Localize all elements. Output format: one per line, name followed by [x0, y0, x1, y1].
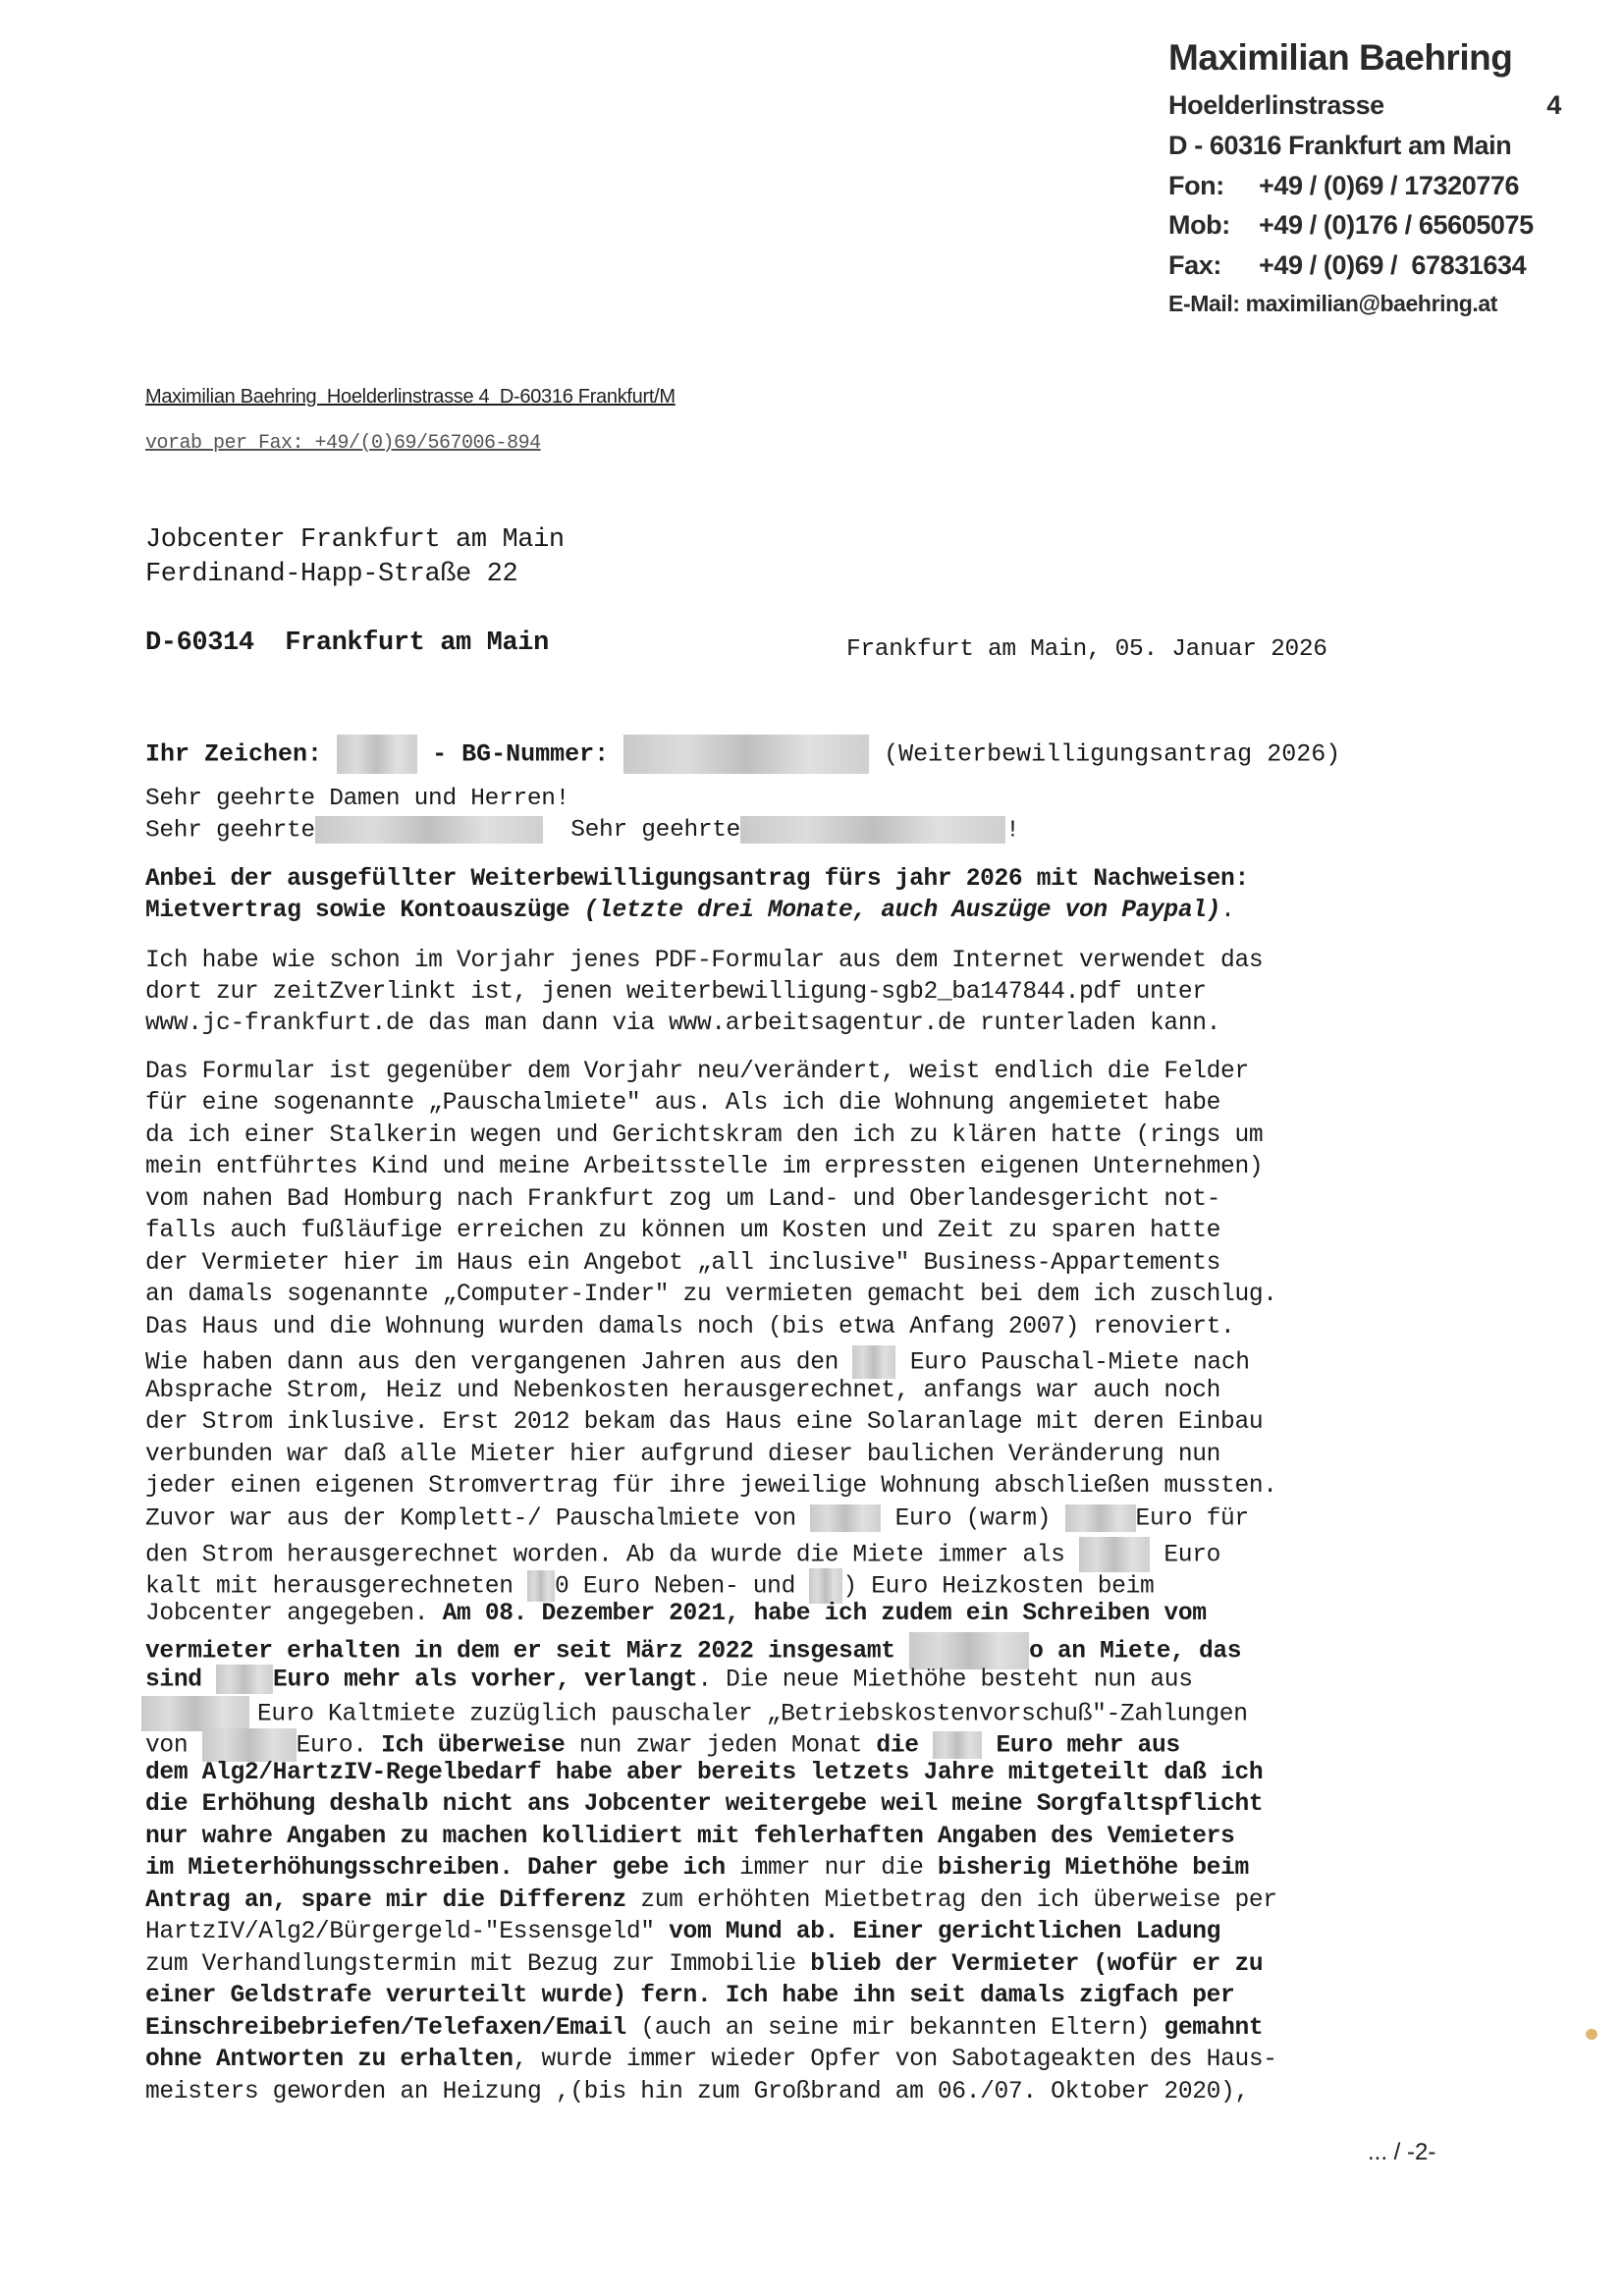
phone-number: +49 / (0)69 / 17320776: [1259, 171, 1520, 200]
salutation-2a: Sehr geehrte: [145, 817, 315, 845]
p2-line-05: vom nahen Bad Homburg nach Frankfurt zog um Land- und Oberlandesgericht not-: [145, 1186, 1221, 1213]
p2-line-07: der Vermieter hier im Haus ein Angebot „all inclusive" Business-Appartements: [145, 1250, 1221, 1277]
p2-line-04: mein entführtes Kind und meine Arbeitsstelle im erpressten eigenen Unternehmen): [145, 1154, 1264, 1180]
page-continuation-marker: ... / -2-: [1368, 2139, 1436, 2165]
p2-line-28: [145, 1919, 1220, 1945]
p2-32b: , wurde immer wieder Opfer von Sabotageakten des Haus-: [513, 2047, 1277, 2073]
redacted-bg-nummer: [623, 735, 869, 774]
p1-line-3: www.jc-frankfurt.de das man dann via www.arbeitsagentur.de runterladen kann.: [145, 1011, 1221, 1037]
redacted-name-2: [740, 816, 1005, 844]
p2-27a: Antrag an, spare mir die Differenz: [145, 1887, 626, 1914]
p2-17b: 0 Euro Neben- und: [555, 1573, 810, 1601]
intro-2a: Mietvertrag sowie Kontoauszüge: [145, 898, 584, 924]
intro-line-1: Anbei der ausgefüllter Weiterbewilligungsantrag fürs jahr 2026 mit Nachweisen:: [145, 866, 1249, 893]
intro-2c: .: [1220, 898, 1235, 924]
p2-27b: zum erhöhten Mietbetrag den ich überweise per: [625, 1887, 1277, 1914]
p2-18b: Am 08. Dezember 2021, habe ich zudem ein Schreiben vom: [442, 1601, 1207, 1627]
recipient-line-3: D-60314 Frankfurt am Main: [145, 629, 549, 658]
letterhead-mobile: [1168, 210, 1561, 241]
p2-22a: von: [145, 1732, 202, 1760]
letterhead-street: [1168, 90, 1561, 121]
p2-line-26: [145, 1855, 1249, 1882]
p2-21: Euro Kaltmiete zuzüglich pauschaler „Betriebskostenvorschuß"-Zahlungen: [257, 1701, 1248, 1728]
p2-line-30: einer Geldstrafe verurteilt wurde) fern. Ich habe ihn seit damals zigfach per: [145, 1983, 1235, 2009]
p2-line-32: [145, 2047, 1277, 2073]
fax-label: Fax:: [1168, 250, 1221, 280]
p2-line-14: jeder einen eigenen Stromvertrag für ihre jeweilige Wohnung abschließen mussten.: [145, 1473, 1277, 1500]
ihr-zeichen-label: Ihr Zeichen:: [145, 739, 323, 769]
p2-line-09: Das Haus und die Wohnung wurden damals noch (bis etwa Anfang 2007) renoviert.: [145, 1314, 1235, 1340]
p2-20b: Euro mehr als vorher, verlangt: [273, 1667, 698, 1694]
intro-2b: (letzte drei Monate, auch Auszüge von Paypal): [583, 898, 1221, 924]
salutation-2c: !: [1005, 817, 1020, 845]
p2-10b: Euro Pauschal-Miete nach: [895, 1349, 1250, 1377]
mobile-label: Mob:: [1168, 210, 1230, 240]
p2-line-29: [145, 1951, 1263, 1978]
p2-10a: Wie haben dann aus den vergangenen Jahren aus den: [145, 1349, 853, 1377]
p2-22f: Euro mehr aus: [982, 1732, 1180, 1760]
p2-line-13: verbunden war daß alle Mieter hier aufgrund dieser baulichen Veränderung nun: [145, 1442, 1221, 1468]
redacted-amount: [216, 1665, 273, 1694]
redacted-amount: [852, 1345, 895, 1379]
redacted-amount: [933, 1731, 982, 1759]
p2-line-10: [145, 1345, 1250, 1379]
redacted-amount: [1065, 1504, 1136, 1532]
p2-line-18: [145, 1601, 1207, 1627]
letterhead-phone: [1168, 171, 1561, 201]
p2-29b: blieb der Vermieter (wofür er zu: [810, 1951, 1264, 1978]
letterhead-city: D - 60316 Frankfurt am Main: [1168, 131, 1512, 160]
letterhead-name: Maximilian Baehring: [1168, 37, 1513, 78]
p2-28a: HartzIV/Alg2/Bürgergeld-"Essensgeld": [145, 1919, 670, 1945]
p2-line-06: falls auch fußläufige erreichen zu können um Kosten und Zeit zu sparen hatte: [145, 1218, 1221, 1244]
date-line: Frankfurt am Main, 05. Januar 2026: [846, 636, 1327, 663]
redacted-amount: [1079, 1537, 1150, 1572]
mobile-number: +49 / (0)176 / 65605075: [1259, 210, 1534, 240]
redacted-ihr-zeichen: [337, 735, 417, 774]
p2-15a: Zuvor war aus der Komplett-/ Pauschalmiete von: [145, 1505, 811, 1533]
letterhead-street-name: Hoelderlinstrasse: [1168, 90, 1384, 120]
p2-line-21: [145, 1696, 1248, 1731]
p2-line-31: [145, 2015, 1263, 2042]
p2-line-01: Das Formular ist gegenüber dem Vorjahr neu/verändert, weist endlich die Felder: [145, 1059, 1249, 1085]
p2-22e: die: [876, 1732, 934, 1760]
p2-19b: o an Miete, das: [1029, 1638, 1242, 1666]
p2-15c: Euro für: [1135, 1505, 1249, 1533]
recipient-line-1: Jobcenter Frankfurt am Main: [145, 525, 565, 555]
p1-line-2: dort zur zeitZverlinkt ist, jenen weiterbewilligung-sgb2_ba147844.pdf unter: [145, 979, 1207, 1006]
sender-return-line: Maximilian Baehring Hoelderlinstrasse 4 D-60316 Frankfurt/M: [145, 386, 676, 408]
redacted-amount: [141, 1696, 249, 1731]
letterhead-fax: [1168, 250, 1561, 281]
p2-line-25: nur wahre Angaben zu machen kollidiert mit fehlerhaften Angaben des Vemieters: [145, 1824, 1235, 1850]
p2-line-17: [145, 1568, 1154, 1604]
p2-line-33: meisters geworden an Heizung ,(bis hin zum Großbrand am 06./07. Oktober 2020),: [145, 2079, 1249, 2105]
p2-32a: ohne Antworten zu erhalten: [145, 2047, 514, 2073]
fax-number: +49 / (0)69 / 67831634: [1259, 250, 1527, 280]
p2-line-20: [145, 1665, 1193, 1694]
p2-22c: Ich überweise: [381, 1732, 566, 1760]
p2-line-02: für eine sogenannte „Pauschalmiete" aus. Als ich die Wohnung angemietet habe: [145, 1090, 1221, 1117]
p2-line-23: dem Alg2/HartzIV-Regelbedarf habe aber bereits letzets Jahre mitgeteilt daß ich: [145, 1760, 1264, 1786]
p2-line-22: [145, 1728, 1180, 1762]
p2-29a: zum Verhandlungstermin mit Bezug zur Immobilie: [145, 1951, 811, 1978]
p2-31c: gemahnt: [1163, 2015, 1264, 2042]
scan-stain: [1586, 2029, 1597, 2040]
p2-line-15: [145, 1504, 1249, 1533]
salutation-line-1: Sehr geehrte Damen und Herren!: [145, 786, 570, 812]
p2-line-12: der Strom inklusive. Erst 2012 bekam das Haus eine Solaranlage mit deren Einbau: [145, 1409, 1264, 1436]
p2-line-08: an damals sogenannte „Computer-Inder" zu vermieten gemacht bei dem ich zuschlug.: [145, 1282, 1277, 1308]
redacted-amount: [809, 1568, 842, 1604]
p2-31b: (auch an seine mir bekannten Eltern): [625, 2015, 1164, 2042]
phone-label: Fon:: [1168, 171, 1224, 200]
p2-line-24: die Erhöhung deshalb nicht ans Jobcenter weitergebe weil meine Sorgfaltspflicht: [145, 1791, 1264, 1818]
p2-line-11: Absprache Strom, Heiz und Nebenkosten herausgerechnet, anfangs war auch noch: [145, 1378, 1221, 1404]
p2-20a: sind: [145, 1667, 217, 1694]
bg-nummer-label: - BG-Nummer:: [432, 739, 610, 769]
vorab-fax-line: vorab per Fax: +49/(0)69/567006-894: [145, 432, 541, 455]
redacted-amount: [810, 1504, 881, 1532]
salutation-2b: Sehr geehrte: [570, 817, 741, 845]
p2-26a: im Mieterhöhungsschreiben. Daher gebe ich: [145, 1855, 726, 1882]
p2-18a: Jobcenter angegeben.: [145, 1601, 443, 1627]
redacted-name-1: [315, 816, 543, 844]
subject: (Weiterbewilligungsantrag 2026): [884, 739, 1341, 769]
p2-19a: vermieter erhalten in dem er seit März 2022 insgesamt: [145, 1638, 910, 1666]
p1-line-1: Ich habe wie schon im Vorjahr jenes PDF-Formular aus dem Internet verwendet das: [145, 948, 1264, 974]
p2-26c: bisherig Miethöhe beim: [937, 1855, 1249, 1882]
p2-26b: immer nur die: [725, 1855, 938, 1882]
p2-16a: den Strom herausgerechnet worden. Ab da wurde die Miete immer als: [145, 1542, 1079, 1569]
recipient-line-2: Ferdinand-Happ-Straße 22: [145, 560, 518, 589]
p2-31a: Einschreibebriefen/Telefaxen/Email: [145, 2015, 626, 2042]
reference-line: [145, 735, 1340, 774]
letterhead-email: E-Mail: maximilian@baehring.at: [1168, 291, 1498, 316]
salutation-line-2: [145, 816, 1020, 844]
p2-22d: nun zwar jeden Monat: [565, 1732, 877, 1760]
p2-line-03: da ich einer Stalkerin wegen und Gerichtskram den ich zu klären hatte (rings um: [145, 1122, 1264, 1149]
p2-28b: vom Mund ab. Einer gerichtlichen Ladung: [669, 1919, 1221, 1945]
p2-20c: . Die neue Miethöhe besteht nun aus: [697, 1667, 1193, 1694]
p2-line-27: [145, 1887, 1277, 1914]
p2-22b: Euro.: [296, 1732, 382, 1760]
p2-15b: Euro (warm): [881, 1505, 1065, 1533]
redacted-amount: [527, 1570, 555, 1602]
p2-17c: ) Euro Heizkosten beim: [842, 1573, 1155, 1601]
p2-line-16: [145, 1537, 1220, 1572]
p2-16b: Euro: [1149, 1542, 1221, 1569]
p2-17a: kalt mit herausgerechneten: [145, 1573, 528, 1601]
redacted-amount: [202, 1728, 297, 1762]
letterhead-house-number: 4: [1546, 90, 1561, 120]
intro-line-2: [145, 898, 1234, 924]
